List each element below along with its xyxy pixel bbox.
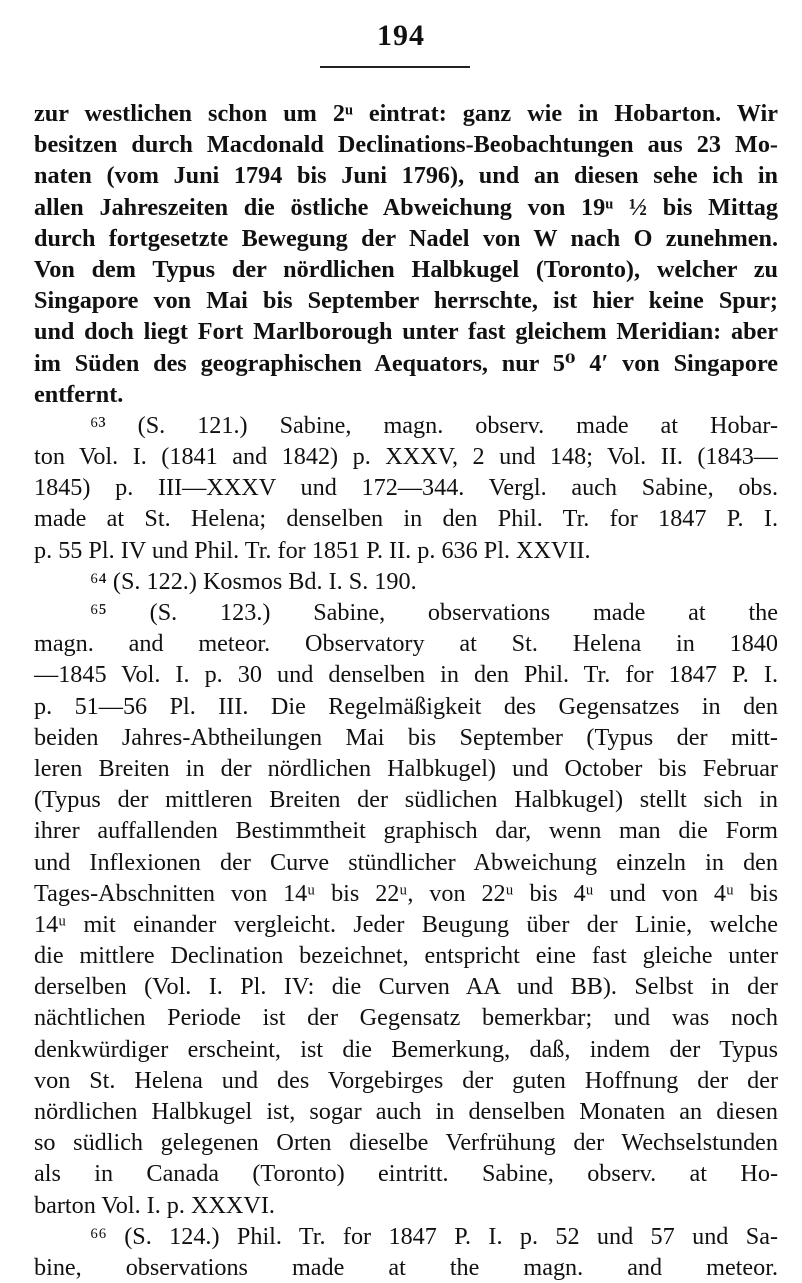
text-line: die mittlere Declination bezeichnet, entspricht eine fast gleiche unter bbox=[34, 942, 778, 970]
page-number: 194 bbox=[377, 19, 425, 52]
text-line: besitzen durch Macdonald Declinations-Beobachtungen aus 23 Mo- bbox=[34, 131, 778, 159]
text-line: zur westlichen schon um 2ᵘ eintrat: ganz wie in Hobarton. Wir bbox=[34, 100, 778, 127]
text-line: bine, observations made at the magn. and meteor. bbox=[34, 1253, 778, 1281]
text-line: ihrer auffallenden Bestimmtheit graphisch dar, wenn man die Form bbox=[34, 817, 778, 845]
text-line: barton Vol. I. p. XXXVI. bbox=[34, 1191, 275, 1219]
text-line: 14ᵘ mit einander vergleicht. Jeder Beugung über der Linie, welche bbox=[34, 910, 778, 938]
text-line: magn. and meteor. Observatory at St. Helena in 1840 bbox=[34, 630, 778, 658]
text-line: durch fortgesetzte Bewegung der Nadel von W nach O zunehmen. bbox=[34, 224, 778, 252]
text-line: Tages-Abschnitten von 14ᵘ bis 22ᵘ, von 22ᵘ bis 4ᵘ und von 4ᵘ bis bbox=[34, 879, 778, 907]
text-line: 1845) p. III—XXXV und 172—344. Vergl. auch Sabine, obs. bbox=[34, 474, 778, 502]
text-line: ⁶⁶ (S. 124.) Phil. Tr. for 1847 P. I. p. 52 und 57 und Sa- bbox=[90, 1222, 778, 1250]
text-line: und doch liegt Fort Marlborough unter fast gleichem Meridian: aber bbox=[34, 318, 778, 346]
page-body bbox=[34, 98, 778, 1283]
text-line: im Süden des geographischen Aequators, nur 5⁰ 4′ von Singapore bbox=[34, 349, 778, 377]
text-line: nächtlichen Periode ist der Gegensatz bemerkbar; und was noch bbox=[34, 1004, 778, 1032]
text-line: ⁶⁵ (S. 123.) Sabine, observations made at the bbox=[90, 599, 778, 626]
text-line: allen Jahreszeiten die östliche Abweichung von 19ᵘ ½ bis Mittag bbox=[34, 193, 778, 221]
text-line: Von dem Typus der nördlichen Halbkugel (Toronto), welcher zu bbox=[34, 255, 778, 283]
text-line: ton Vol. I. (1841 and 1842) p. XXXV, 2 und 148; Vol. II. (1843— bbox=[34, 443, 778, 471]
text-line: so südlich gelegenen Orten dieselbe Verfrühung der Wechselstunden bbox=[34, 1129, 778, 1157]
text-line: naten (vom Juni 1794 bis Juni 1796), und an diesen sehe ich in bbox=[34, 162, 778, 190]
text-line: made at St. Helena; denselben in den Phil. Tr. for 1847 P. I. bbox=[34, 505, 778, 533]
text-line: ⁶³ (S. 121.) Sabine, magn. observ. made at Hobar- bbox=[90, 411, 778, 439]
text-line: und Inflexionen der Curve stündlicher Abweichung einzeln in den bbox=[34, 848, 778, 876]
text-line: leren Breiten in der nördlichen Halbkugel) und October bis Februar bbox=[34, 754, 778, 782]
text-line: —1845 Vol. I. p. 30 und denselben in den Phil. Tr. for 1847 P. I. bbox=[34, 661, 778, 689]
text-line: (Typus der mittleren Breiten der südlichen Halbkugel) stellt sich in bbox=[34, 786, 778, 814]
text-line: p. 51—56 Pl. III. Die Regelmäßigkeit des Gegensatzes in den bbox=[34, 692, 778, 720]
text-line: beiden Jahres-Abtheilungen Mai bis September (Typus der mitt- bbox=[34, 723, 778, 751]
text-line: p. 55 Pl. IV und Phil. Tr. for 1851 P. II. p. 636 Pl. XXVII. bbox=[34, 536, 591, 564]
text-line: Singapore von Mai bis September herrschte, ist hier keine Spur; bbox=[34, 287, 778, 315]
text-line: als in Canada (Toronto) eintritt. Sabine, observ. at Ho- bbox=[34, 1160, 778, 1188]
text-line: von St. Helena und des Vorgebirges der guten Hoffnung der der bbox=[34, 1066, 778, 1094]
text-line: ⁶⁴ (S. 122.) Kosmos Bd. I. S. 190. bbox=[90, 567, 417, 595]
text-line: derselben (Vol. I. Pl. IV: die Curven AA und BB). Selbst in der bbox=[34, 973, 778, 1001]
text-line: nördlichen Halbkugel ist, sogar auch in denselben Monaten an diesen bbox=[34, 1098, 778, 1125]
text-line: entfernt. bbox=[34, 380, 124, 408]
header-rule bbox=[320, 66, 470, 68]
text-line: denkwürdiger erscheint, ist die Bemerkung, daß, indem der Typus bbox=[34, 1035, 778, 1063]
